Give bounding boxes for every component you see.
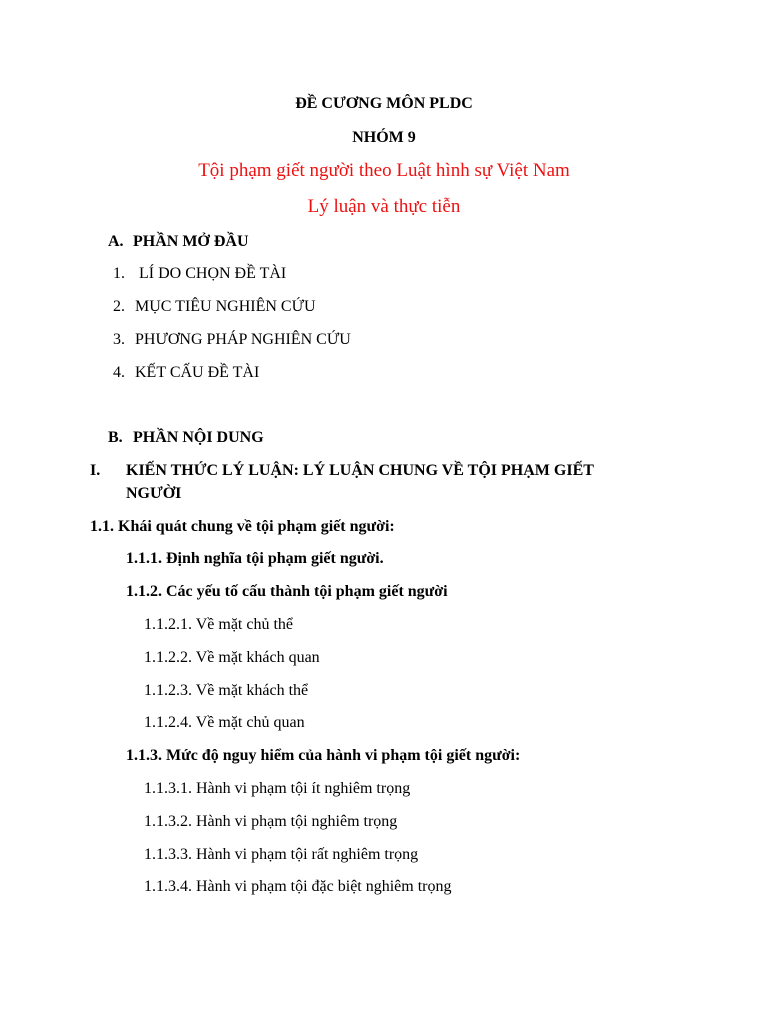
section-b-label: PHẦN NỘI DUNG — [133, 429, 264, 446]
outline-item: 1.1.3.2. Hành vi phạm tội nghiêm trọng — [144, 813, 398, 830]
outline-item: 1.1.2.3. Về mặt khách thể — [144, 682, 309, 699]
list-item-label: PHƯƠNG PHÁP NGHIÊN CỨU — [135, 331, 351, 348]
list-item-marker: 1. — [113, 265, 125, 282]
outline-item: 1.1.2.1. Về mặt chủ thể — [144, 616, 294, 633]
part-i-heading-line2: NGƯỜI — [126, 485, 182, 502]
document-title: ĐỀ CƯƠNG MÔN PLDC — [295, 95, 473, 112]
outline-item: 1.1.3.1. Hành vi phạm tội ít nghiêm trọng — [144, 780, 411, 797]
part-i-marker: I. — [90, 462, 101, 479]
list-item-marker: 3. — [113, 331, 125, 348]
list-item — [113, 297, 316, 317]
outline-item: 1.1.3.4. Hành vi phạm tội đặc biệt nghiêm trọng — [144, 878, 452, 895]
outline-item: 1.1.2.2. Về mặt khách quan — [144, 649, 320, 666]
part-i-heading-line1: KIẾN THỨC LÝ LUẬN: LÝ LUẬN CHUNG VỀ TỘI PHẠM GIẾT — [126, 462, 594, 479]
section-a-label: PHẦN MỞ ĐẦU — [133, 233, 249, 250]
list-item — [113, 264, 286, 284]
topic-subtitle: Lý luận và thực tiễn — [307, 196, 461, 217]
list-item-label: MỤC TIÊU NGHIÊN CỨU — [135, 298, 316, 315]
section-a-heading — [108, 232, 249, 252]
outline-item: 1.1.2.4. Về mặt chủ quan — [144, 714, 305, 731]
list-item-marker: 2. — [113, 298, 125, 315]
topic-title: Tội phạm giết người theo Luật hình sự Việt Nam — [198, 160, 570, 181]
heading-1-1-3: 1.1.3. Mức độ nguy hiểm của hành vi phạm tội giết người: — [126, 747, 521, 764]
list-item-marker: 4. — [113, 364, 125, 381]
list-item-label: KẾT CẤU ĐỀ TÀI — [135, 364, 260, 381]
section-a-marker: A. — [108, 233, 124, 250]
group-name: NHÓM 9 — [352, 129, 416, 146]
list-item — [113, 363, 259, 383]
section-b-heading — [108, 428, 264, 448]
section-b-marker: B. — [108, 429, 123, 446]
heading-1-1: 1.1. Khái quát chung về tội phạm giết người: — [90, 518, 395, 535]
heading-1-1-1: 1.1.1. Định nghĩa tội phạm giết người. — [126, 550, 384, 567]
outline-item: 1.1.3.3. Hành vi phạm tội rất nghiêm trọng — [144, 846, 419, 863]
list-item — [113, 330, 351, 350]
list-item-label: LÍ DO CHỌN ĐỀ TÀI — [139, 265, 287, 282]
heading-1-1-2: 1.1.2. Các yếu tố cấu thành tội phạm giết người — [126, 583, 448, 600]
